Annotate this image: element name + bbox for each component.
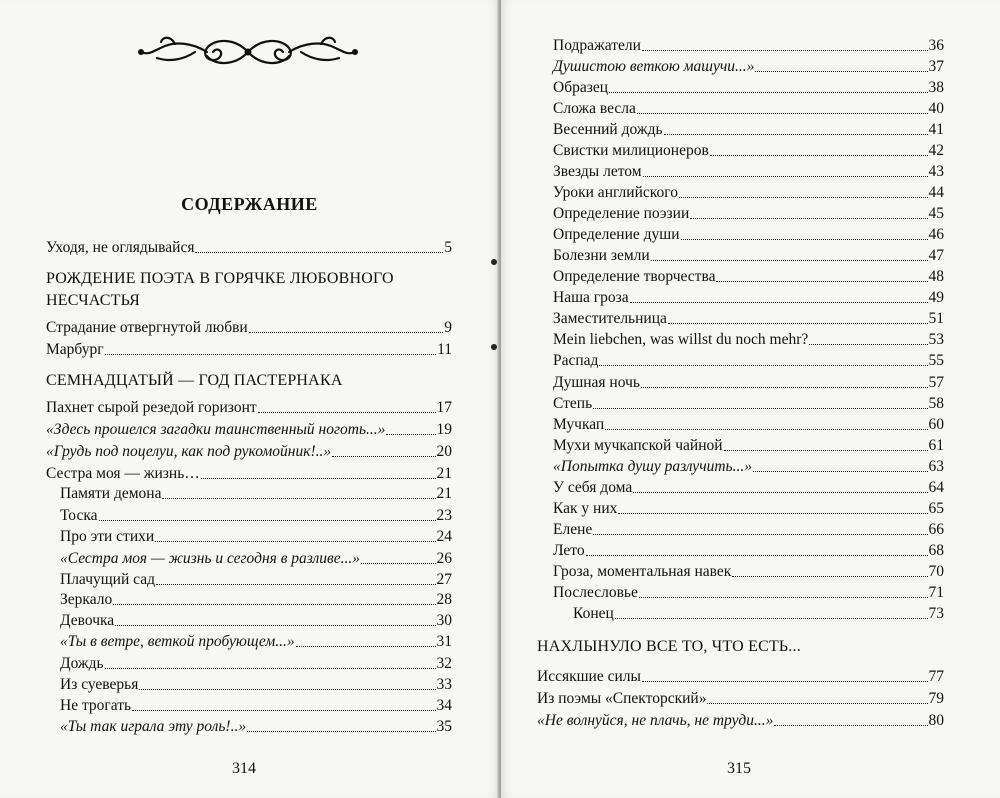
right-page [501,0,1000,798]
toc-entry-title: «Попытка душу разлучить...» [553,458,752,475]
dot-leader [605,428,927,430]
toc-entry-title: Болезни земли [553,247,650,264]
toc-entry-page: 5 [444,239,452,256]
toc-entry-title: Распад [553,352,599,369]
toc-entry [553,457,944,477]
toc-entry [46,464,452,484]
dot-leader [99,519,436,521]
toc-entry-page: 24 [436,528,452,545]
toc-entry [60,527,452,547]
toc-entry [553,541,944,561]
toc-entry [60,717,452,737]
toc-entry-title: Определение души [553,226,680,243]
toc-entry [553,373,944,393]
dot-leader [162,497,435,499]
toc-title: СОДЕРЖАНИЕ [181,194,318,214]
toc-entry [46,398,452,418]
toc-entry-title: Страдание отвергнутой любви [46,319,248,336]
dot-leader [641,386,928,388]
toc-entry [553,99,944,119]
dot-leader [679,196,928,198]
toc-entry [46,442,452,462]
toc-entry-title: «Ты так играла эту роль!..» [60,718,247,735]
toc-entry-page: 63 [928,458,944,475]
toc-entry [553,309,944,329]
dot-leader [258,411,436,413]
toc-entry-page: 19 [436,421,452,438]
toc-entry [553,394,944,414]
toc-entry-title: Не трогать [60,697,132,714]
toc-entry-page: 70 [928,563,944,580]
dot-leader [332,455,435,457]
left-page [0,0,499,798]
toc-entry [60,654,452,674]
toc-entry-page: 80 [928,712,944,729]
toc-entry [553,267,944,287]
toc-entry-page: 71 [928,584,944,601]
dot-leader [247,730,435,732]
dot-leader [643,175,928,177]
page-number: 314 [232,760,256,777]
toc-entry [60,590,452,610]
dot-leader [386,433,435,435]
toc-entry [553,204,944,224]
toc-entry-title: Mein liebchen, was willst du noch mehr? [553,331,809,348]
toc-entry-title: «Грудь под поцелуи, как под рукомойник!..» [46,443,332,460]
dot-leader [633,491,927,493]
toc-entry [553,120,944,140]
dot-leader [615,617,928,619]
toc-entry-page: 57 [928,374,944,391]
toc-entry-page: 77 [928,668,944,685]
toc-entry-page: 32 [436,655,452,672]
toc-entry-page: 21 [436,485,452,502]
toc-entry-page: 41 [928,121,944,138]
toc-entry-page: 11 [437,341,452,358]
toc-entry-page: 64 [928,479,944,496]
decorative-flourish-icon [135,32,361,72]
section-heading: НАХЛЫНУЛО ВСЕ ТО, ЧТО ЕСТЬ... [537,638,801,655]
toc-entry [553,351,944,371]
dot-leader [774,724,927,726]
toc-entry-title: Лето [553,542,585,559]
dot-leader [593,533,927,535]
toc-entry [553,562,944,582]
dot-leader [609,91,927,93]
toc-entry [60,632,452,652]
dot-leader [710,154,928,156]
toc-entry-title: Марбург [46,341,104,358]
dot-leader [105,353,436,355]
section-heading-line: НЕСЧАСТЬЯ [46,292,141,309]
toc-entry-page: 40 [928,100,944,117]
dot-leader [637,112,928,114]
toc-entry-page: 79 [928,690,944,707]
toc-entry-title: Сестра моя — жизнь… [46,465,200,482]
toc-entry [553,141,944,161]
toc-entry [553,415,944,435]
toc-entry-title: Послесловье [553,584,638,601]
toc-entry-page: 58 [928,395,944,412]
toc-entry-title: Подражатели [553,37,641,54]
toc-entry-title: «Сестра моя — жизнь и сегодня в разливе...» [60,550,360,567]
toc-entry-page: 35 [436,718,452,735]
dot-leader [755,70,927,72]
toc-entry-title: Девочка [60,612,115,629]
toc-entry-page: 17 [436,399,452,416]
toc-entry [46,238,452,258]
dot-leader [690,217,927,219]
toc-entry [46,420,452,440]
toc-entry [60,484,452,504]
section-heading: СЕМНАДЦАТЫЙ — ГОД ПАСТЕРНАКА [46,372,343,389]
toc-entry-title: Мухи мучкапской чайной [553,437,723,454]
dot-leader [115,624,435,626]
toc-entry-title: Свистки милиционеров [553,142,709,159]
toc-entry-title: Уроки английского [553,184,678,201]
toc-entry-page: 20 [436,443,452,460]
dot-leader [618,512,927,514]
toc-entry-title: У себя дома [553,479,633,496]
toc-entry [553,225,944,245]
toc-entry-title: Гроза, моментальная навек [553,563,732,580]
toc-entry [553,520,944,540]
dot-leader [642,680,928,682]
toc-entry-title: Тоска [60,507,98,524]
toc-entry-page: 47 [928,247,944,264]
toc-entry [553,246,944,266]
toc-entry [60,549,452,569]
dot-leader [201,477,436,479]
toc-entry-title: Елене [553,521,593,538]
toc-entry-page: 38 [928,79,944,96]
toc-entry [46,340,452,360]
dot-leader [249,331,444,333]
toc-entry-page: 55 [928,352,944,369]
dot-leader [716,280,927,282]
toc-entry-title: Памяти демона [60,485,162,502]
toc-entry-page: 73 [928,605,944,622]
toc-entry-page: 44 [928,184,944,201]
toc-entry-page: 48 [928,268,944,285]
toc-entry-page: 49 [928,289,944,306]
toc-entry-page: 26 [436,550,452,567]
toc-entry-title: Определение творчества [553,268,716,285]
dot-leader [724,449,928,451]
toc-entry-page: 61 [928,437,944,454]
toc-entry-title: Душистою веткою машучи...» [553,58,755,75]
toc-entry-title: Плачущий сад [60,571,155,588]
toc-entry-page: 43 [928,163,944,180]
dot-leader [668,322,928,324]
toc-entry [60,611,452,631]
toc-entry-title: Мучкап [553,416,605,433]
toc-entry-title: Дождь [60,655,104,672]
toc-entry [553,57,944,77]
toc-entry-title: Как у них [553,500,618,517]
toc-entry-page: 60 [928,416,944,433]
toc-entry-title: Наша гроза [553,289,629,306]
dot-leader [361,562,436,564]
dot-leader [113,603,435,605]
toc-entry-title: Уходя, не оглядывайся [46,239,195,256]
toc-entry-page: 30 [436,612,452,629]
toc-entry-title: Конец [573,605,614,622]
section-heading [46,268,394,312]
toc-entry [553,499,944,519]
toc-entry-title: Образец [553,79,609,96]
dot-leader [195,251,443,253]
toc-entry [553,436,944,456]
toc-entry-title: Зеркало [60,591,113,608]
toc-entry [553,78,944,98]
section-heading-line: РОЖДЕНИЕ ПОЭТА В ГОРЯЧКЕ ЛЮБОВНОГО [46,270,394,287]
toc-entry [60,696,452,716]
toc-entry-page: 33 [436,676,452,693]
toc-entry-title: Иссякшие силы [537,668,641,685]
toc-entry-page: 37 [928,58,944,75]
toc-entry-title: Из поэмы «Спекторский» [537,690,707,707]
toc-entry [553,288,944,308]
dot-leader [296,645,436,647]
toc-entry-title: Заместительница [553,310,667,327]
dot-leader [664,133,928,135]
toc-entry-page: 36 [928,37,944,54]
toc-entry [60,675,452,695]
dot-leader [599,364,927,366]
dot-leader [707,702,927,704]
toc-entry-title: Из суеверья [60,676,139,693]
toc-entry-title: Душная ночь [553,374,640,391]
toc-entry [573,604,944,624]
toc-entry-page: 53 [928,331,944,348]
toc-entry [553,478,944,498]
toc-entry-title: Сложа весла [553,100,636,117]
dot-leader [105,667,436,669]
toc-entry [60,570,452,590]
toc-entry [537,667,944,687]
dot-leader [139,688,435,690]
toc-entry-title: Весенний дождь [553,121,663,138]
toc-entry [537,689,944,709]
toc-entry-title: «Не волнуйся, не плачь, не труди...» [537,712,774,729]
dot-leader [732,575,927,577]
toc-entry-page: 34 [436,697,452,714]
toc-entry [553,583,944,603]
toc-entry-title: «Ты в ветре, веткой пробующем...» [60,633,295,650]
toc-entry-page: 31 [436,633,452,650]
dot-leader [132,709,435,711]
dot-leader [753,470,928,472]
toc-entry-title: «Здесь прошелся загадки таинственный ноготь...» [46,421,386,438]
page-number: 315 [727,760,751,777]
toc-entry-title: Определение поэзии [553,205,690,222]
toc-entry-page: 27 [436,571,452,588]
dot-leader [630,301,928,303]
dot-leader [156,583,436,585]
dot-leader [155,540,435,542]
toc-entry [60,506,452,526]
toc-entry-page: 42 [928,142,944,159]
dot-leader [651,259,928,261]
toc-entry [553,162,944,182]
dot-leader [642,49,928,51]
toc-entry-title: Звезды летом [553,163,642,180]
toc-entry-page: 46 [928,226,944,243]
toc-entry-page: 9 [444,319,452,336]
dot-leader [639,596,928,598]
toc-entry [537,711,944,731]
toc-entry-title: Степь [553,395,593,412]
toc-entry-title: Про эти стихи [60,528,155,545]
toc-entry-page: 28 [436,591,452,608]
toc-entry-page: 23 [436,507,452,524]
toc-entry-page: 21 [436,465,452,482]
toc-entry-title: Пахнет сырой резедой горизонт [46,399,257,416]
toc-entry [553,183,944,203]
toc-entry-page: 66 [928,521,944,538]
dot-leader [593,407,927,409]
toc-entry-page: 45 [928,205,944,222]
dot-leader [681,238,928,240]
toc-entry [553,36,944,56]
dot-leader [809,343,927,345]
toc-entry-page: 68 [928,542,944,559]
toc-entry [553,330,944,350]
dot-leader [586,554,928,556]
toc-entry [46,318,452,338]
toc-entry-page: 65 [928,500,944,517]
toc-entry-page: 51 [928,310,944,327]
